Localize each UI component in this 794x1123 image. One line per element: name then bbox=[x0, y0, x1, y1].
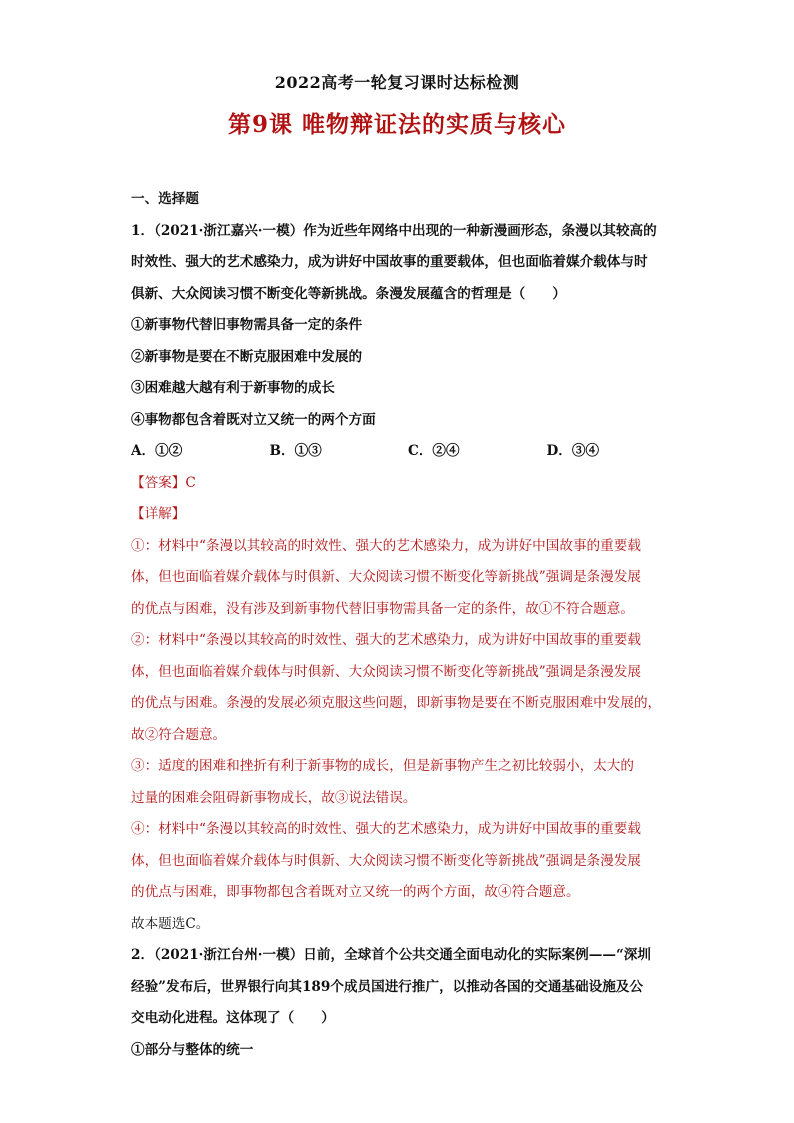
explanation-line: 故②符合题意。 bbox=[131, 726, 227, 743]
statement-2: ②新事物是要在不断克服困难中发展的 bbox=[131, 348, 363, 365]
option-c: C．②④ bbox=[408, 443, 460, 459]
explanation-line: ④：材料中“条漫以其较高的时效性、强大的艺术感染力，成为讲好中国故事的重要载 bbox=[131, 821, 641, 837]
explanation-line: 体，但也面临着媒介载体与时俱新、大众阅读习惯不断变化等新挑战”强调是条漫发展 bbox=[131, 852, 641, 869]
explanation-line: 体，但也面临着媒介载体与时俱新、大众阅读习惯不断变化等新挑战”强调是条漫发展 bbox=[131, 663, 641, 680]
detail-label: 【详解】 bbox=[131, 506, 186, 522]
answer-line: 【答案】C bbox=[131, 474, 196, 491]
document-supertitle: 2022高考一轮复习课时达标检测 bbox=[274, 73, 520, 92]
explanation-line: 的优点与困难。条漫的发展必须克服这些问题，即新事物是要在不断克服困难中发展的， bbox=[131, 695, 662, 711]
document-title: 第9课 唯物辩证法的实质与核心 bbox=[227, 111, 566, 138]
question-stem-line: 交电动化进程。这体现了（ ） bbox=[131, 1010, 335, 1026]
document-content bbox=[131, 184, 669, 1066]
question-stem-line: 1．（2021·浙江嘉兴·一模）作为近些年网络中出现的一种新漫画形态，条漫以其较高的 bbox=[131, 222, 657, 239]
question-stem-line: 2．（2021·浙江台州·一模）日前，全球首个公共交通全面电动化的实际案例——“深圳 bbox=[131, 947, 651, 963]
explanation-line: 过量的困难会阻碍新事物成长，故③说法错误。 bbox=[131, 789, 417, 806]
explanation-line: ③：适度的困难和挫折有利于新事物的成长，但是新事物产生之初比较弱小，太大的 bbox=[131, 758, 634, 774]
explanation-line: 体，但也面临着媒介载体与时俱新、大众阅读习惯不断变化等新挑战”强调是条漫发展 bbox=[131, 569, 641, 585]
question-stem-line: 时效性、强大的艺术感染力，成为讲好中国故事的重要载体，但也面临着媒介载体与时 bbox=[131, 254, 648, 270]
option-a: A．①② bbox=[131, 443, 183, 459]
statement-1: ①新事物代替旧事物需具备一定的条件 bbox=[131, 317, 363, 333]
statement-1: ①部分与整体的统一 bbox=[131, 1041, 254, 1058]
explanation-line: 的优点与困难，没有涉及到新事物代替旧事物需具备一定的条件，故①不符合题意。 bbox=[131, 600, 634, 617]
option-d: D．③④ bbox=[546, 443, 600, 459]
statement-4: ④事物都包含着既对立又统一的两个方面 bbox=[131, 411, 376, 428]
question-stem-line: 俱新、大众阅读习惯不断变化等新挑战。条漫发展蕴含的哲理是（ ） bbox=[131, 285, 566, 302]
question-1 bbox=[131, 216, 669, 941]
answer-options bbox=[131, 436, 669, 468]
conclusion-line: 故本题选C。 bbox=[131, 915, 210, 932]
explanation-line: ①：材料中“条漫以其较高的时效性、强大的艺术感染力，成为讲好中国故事的重要载 bbox=[131, 537, 641, 554]
section-heading: 一、选择题 bbox=[131, 191, 199, 207]
question-2 bbox=[131, 940, 669, 1066]
statement-3: ③困难越大越有利于新事物的成长 bbox=[131, 380, 335, 396]
explanation-line: ②：材料中“条漫以其较高的时效性、强大的艺术感染力，成为讲好中国故事的重要载 bbox=[131, 632, 641, 648]
option-b: B．①③ bbox=[269, 443, 322, 459]
explanation-line: 的优点与困难，即事物都包含着既对立又统一的两个方面，故④符合题意。 bbox=[131, 884, 580, 900]
question-stem-line: 经验”发布后，世界银行向其189个成员国进行推广，以推动各国的交通基础设施及公 bbox=[131, 978, 643, 995]
